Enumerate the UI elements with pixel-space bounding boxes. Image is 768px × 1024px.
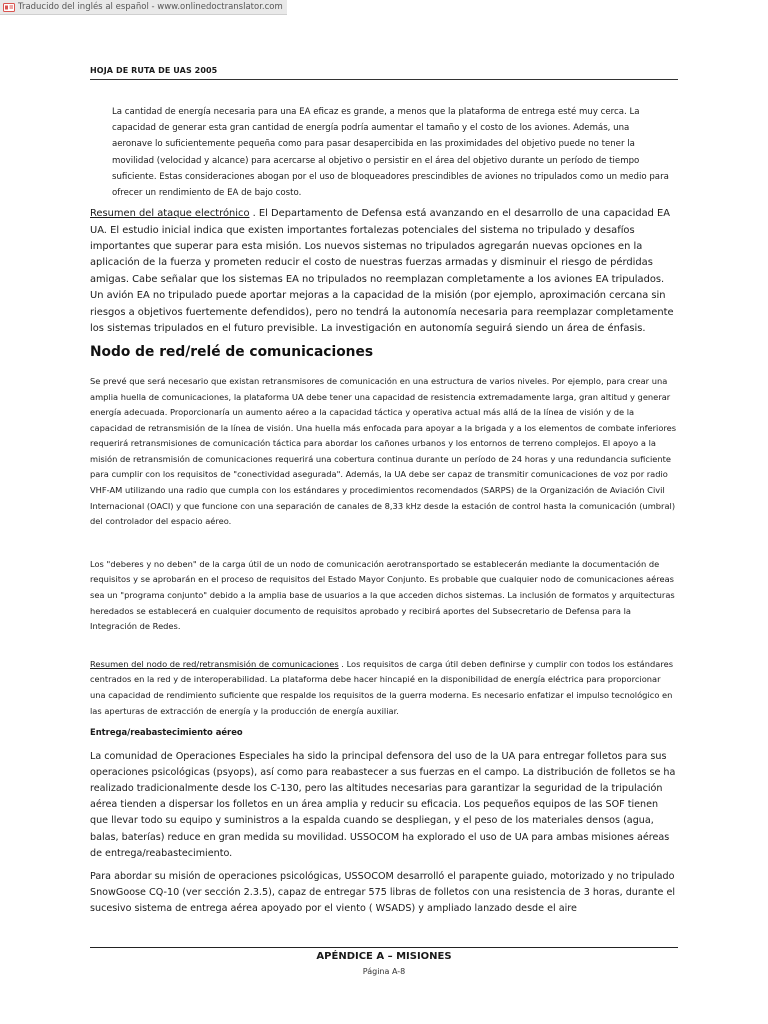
payload-paragraph: Los "deberes y no deben" de la carga útil de un nodo de comunicación aerotransportado se establecerán mediante la documentación de requisitos y se aprobarán en el proceso de requisitos del Estado Mayor Conjunto. Es probable que cualquier nodo de comunicaciones aéreas sea un "programa conjunto" debido a la amplia base de usuarios a la que acceden dichos sistemas. La inclusión de formatos y arquitecturas heredados se establecerá en cualquier documento de requisitos aprobado y recibirá aportes del Subsecretario de Defensa para la Integración de Redes. bbox=[90, 558, 675, 632]
ea-summary-paragraph bbox=[90, 206, 678, 337]
socom-paragraph: La comunidad de Operaciones Especiales ha sido la principal defensora del uso de la UA para entregar folletos para sus operaciones psicológicas (psyops), así como para reabastecer a sus fuerzas en el campo. La distribución de folletos se ha realizado tradicionalmente desde los C-130, pero las altitudes necesarias para garantizar la seguridad de la tripulación aérea tienden a dispersar los folletos en un área amplia y reducir su eficacia. Los pequeños equipos de las SOF tienen que llevar todo su equipo y suministros a la espalda cuando se despliegan, y el peso de los materiales densos (agua, balas, baterías) reduce en gran medida su movilidad. USSOCOM ha explorado el uso de UA para ambas misiones aéreas de entrega/reabastecimiento. bbox=[90, 750, 676, 859]
relay-paragraph: Se prevé que será necesario que existan retransmisores de comunicación en una estructura de varios niveles. Por ejemplo, para crear una amplia huella de comunicaciones, la plataforma UA debe tener una capacidad de resistencia extremadamente larga, gran altitud y generar energía adecuada. Proporcionaría un aumento aéreo a la capacidad táctica y operativa actual más allá de la línea de visión y de la capacidad de retransmisión de la línea de visión. Una huella más enfocada para apoyar a la brigada y a los elementos de combate inferiores requerirá retransmisiones de comunicación táctica para abordar los cañones urbanos y los entornos de terreno complejos. El apoyo a la misión de retransmisión de comunicaciones requerirá una cobertura continua durante un período de 24 horas y una redundancia suficiente para cumplir con los requisitos de "conectividad asegurada". Además, la UA debe ser capaz de transmitir comunicaciones de voz por radio VHF-AM utilizando una radio que cumpla con los estándares y procedimientos recomendados (SARPS) de la Organización de Aviación Civil Internacional (OACI) y que funcione con una separación de canales de 8,33 kHz desde la estación de control hasta la comunicación (umbral) del controlador del espacio aéreo. bbox=[90, 375, 677, 527]
footer-title: APÉNDICE A – MISIONES bbox=[316, 951, 452, 962]
translator-logo-icon bbox=[3, 3, 15, 12]
psyops-paragraph: Para abordar su misión de operaciones psicológicas, USSOCOM desarrolló el parapente guiado, motorizado y no tripulado SnowGoose CQ-10 (ver sección 2.3.5), capaz de entregar 575 libras de folletos con una resistencia de 3 horas, durante el sucesivo sistema de entrega aérea apoyado por el viento ( WSADS) y ampliado lanzado desde el aire bbox=[90, 871, 676, 915]
ea-summary-text: . El Departamento de Defensa está avanzando en el desarrollo de una capacidad EA UA. El estudio inicial indica que existen importantes fortalezas potenciales del sistema no tripulado y desafíos importantes que superar para esta misión. Los nuevos sistemas no tripulados agregarán nuevas opciones en la aplicación de la fuerza y prometen reducir el costo de nuestras fuerzas armadas y disminuir el riesgo de pérdidas amigas. Cabe señalar que los sistemas EA no tripulados no reemplazan completamente a los aviones EA tripulados. Un avión EA no tripulado puede aportar mejoras a la capacidad de la misión (por ejemplo, aproximación cercana sin riesgos a objetivos fuertemente defendidos), pero no tendrá la autonomía necesaria para reemplazar completamente los sistemas tripulados en el futuro previsible. La investigación en autonomía seguirá siendo un área de énfasis. bbox=[90, 208, 674, 335]
relay-summary-paragraph bbox=[90, 657, 678, 719]
relay-summary-text: . Los requisitos de carga útil deben definirse y cumplir con todos los estándares centrados en la red y de interoperabilidad. La plataforma debe hacer hincapié en la disponibilidad de energía eléctrica para proporcionar una capacidad de rendimiento suficiente que respalde los requisitos de la guerra moderna. Es necesario enfatizar el impulso tecnológico en las aperturas de extracción de energía y la producción de energía auxiliar. bbox=[90, 658, 674, 716]
footer-divider bbox=[90, 947, 678, 948]
relay-summary-label: Resumen del nodo de red/retransmisión de comunicaciones bbox=[90, 658, 339, 669]
page-number: Página A-8 bbox=[362, 967, 406, 976]
airdrop-subheading: Entrega/reabastecimiento aéreo bbox=[90, 727, 243, 738]
section-title: Nodo de red/relé de comunicaciones bbox=[90, 344, 374, 361]
ea-summary-label: Resumen del ataque electrónico bbox=[90, 208, 250, 220]
translator-banner-text: Traducido del inglés al español - www.onlinedoctranslator.com bbox=[18, 2, 283, 12]
running-header: HOJA DE RUTA DE UAS 2005 bbox=[90, 66, 218, 75]
translator-banner[interactable] bbox=[0, 0, 287, 15]
page-body bbox=[90, 104, 678, 918]
header-divider bbox=[90, 79, 678, 80]
intro-paragraph: La cantidad de energía necesaria para una EA eficaz es grande, a menos que la plataforma de entrega esté muy cerca. La capacidad de generar esta gran cantidad de energía podría aumentar el tamaño y el costo de los aviones. Además, una aeronave lo suficientemente pequeña como para pasar desapercibida en las proximidades del objetivo puede no tener la movilidad (velocidad y alcance) para acercarse al objetivo o persistir en el área del objetivo durante un período de tiempo suficiente. Estas consideraciones abogan por el uso de bloqueadores prescindibles de aviones no tripulados como un medio para ofrecer un rendimiento de EA de bajo costo. bbox=[112, 107, 669, 199]
